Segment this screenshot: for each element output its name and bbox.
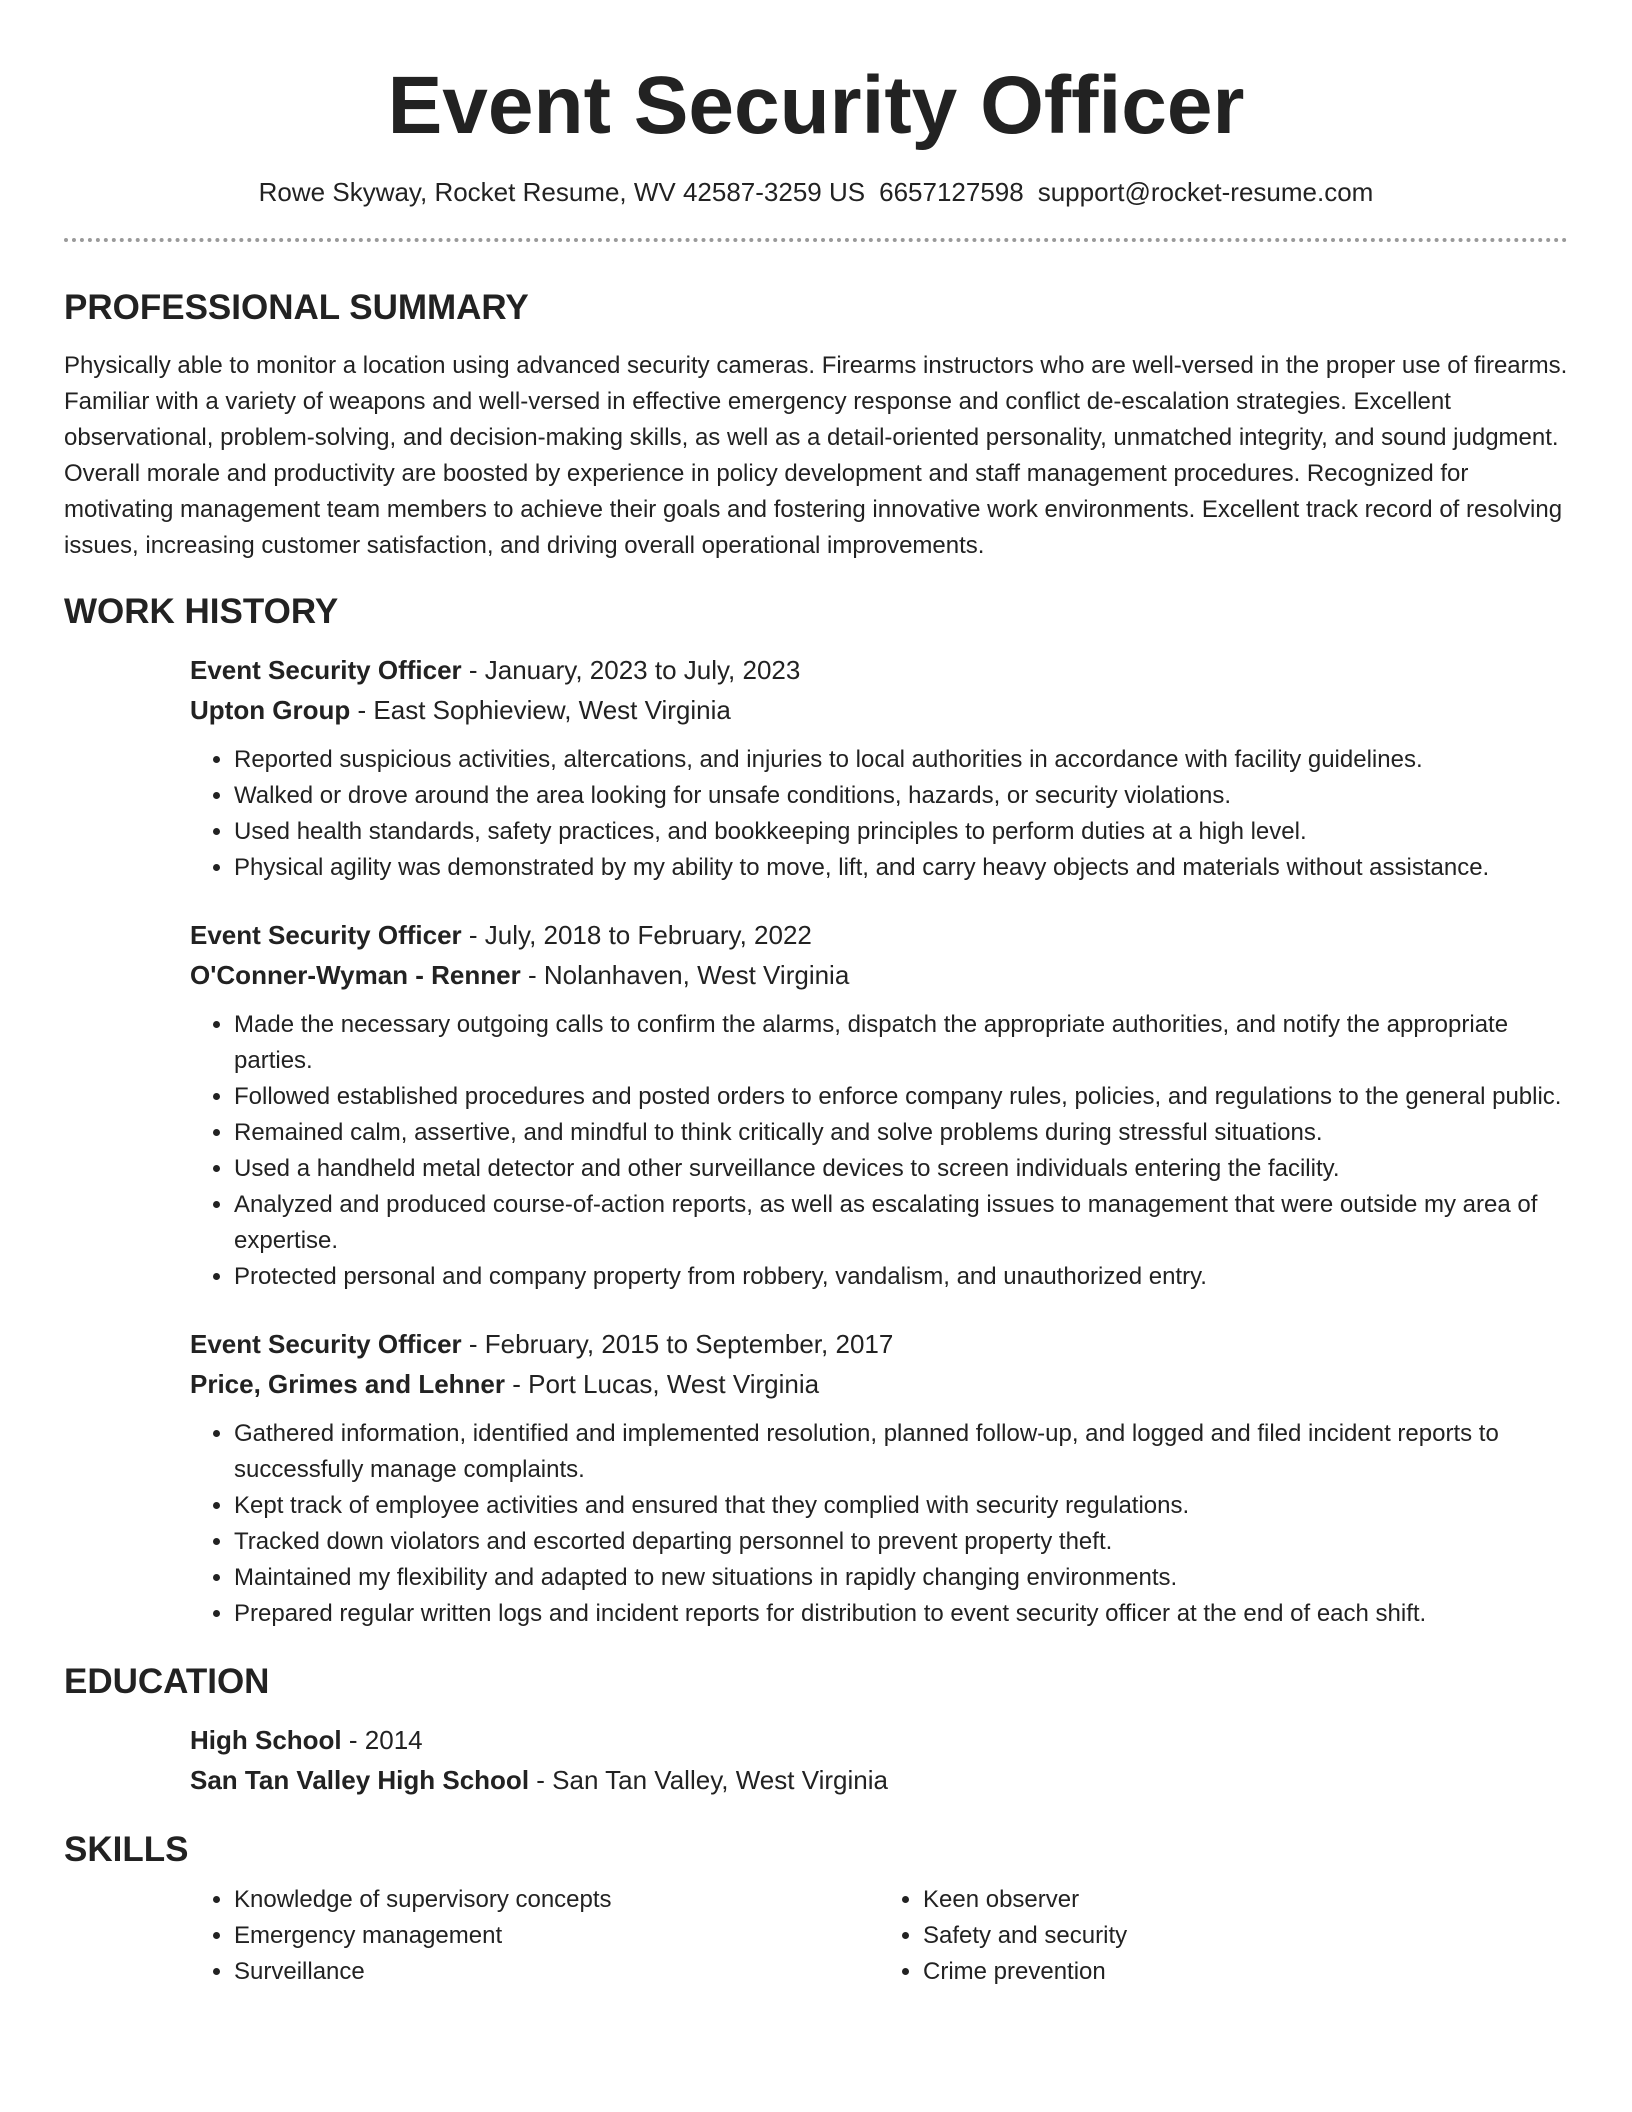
job-company: O'Conner-Wyman - Renner: [190, 960, 521, 990]
job-role: Event Security Officer: [190, 920, 462, 950]
skills-heading: SKILLS: [64, 1830, 189, 1869]
job-bullet: • Kept track of employee activities and ensured that they complied with security regulations.: [234, 1488, 1568, 1524]
contact-email: support@rocket-resume.com: [1037, 177, 1374, 207]
job-company: Upton Group: [190, 695, 351, 725]
education-school: San Tan Valley High School: [190, 1765, 530, 1795]
job-entry: [190, 1324, 1568, 1632]
job-entry: [190, 915, 1568, 1295]
job-bullet: • Analyzed and produced course-of-action reports, as well as escalating issues to management that were outside my area of expertise.: [234, 1187, 1568, 1259]
education-heading: EDUCATION: [64, 1662, 270, 1701]
education-degree-line: [190, 1720, 1568, 1760]
job-company-line: [190, 690, 1568, 730]
job-bullet: • Made the necessary outgoing calls to confirm the alarms, dispatch the appropriate authorities, and notify the appropriate parties.: [234, 1007, 1568, 1079]
skills-list: [190, 1882, 1568, 1990]
summary-heading: PROFESSIONAL SUMMARY: [64, 288, 529, 327]
job-location: - East Sophieview, West Virginia: [350, 695, 731, 725]
job-dates: - January, 2023 to July, 2023: [461, 655, 801, 685]
education-degree: High School: [190, 1725, 342, 1755]
job-entry: [190, 650, 1568, 886]
skills-column-left: [190, 1882, 879, 1990]
contact-line: [64, 176, 1568, 208]
job-company-line: [190, 955, 1568, 995]
job-bullet: • Protected personal and company property from robbery, vandalism, and unauthorized entry.: [234, 1259, 1568, 1295]
skill-item: • Emergency management: [234, 1918, 879, 1954]
job-bullet: • Gathered information, identified and implemented resolution, planned follow-up, and logged and filed incident reports to successfully manage complaints.: [234, 1416, 1568, 1488]
job-title-line: [190, 915, 1568, 955]
job-bullet: • Remained calm, assertive, and mindful to think critically and solve problems during stressful situations.: [234, 1115, 1568, 1151]
job-dates: - July, 2018 to February, 2022: [461, 920, 812, 950]
header-divider: [64, 238, 1568, 242]
education-year: - 2014: [341, 1725, 423, 1755]
contact-phone: 6657127598: [879, 177, 1024, 207]
job-bullet: • Prepared regular written logs and incident reports for distribution to event security officer at the end of each shift.: [234, 1596, 1568, 1632]
education-entry: [190, 1720, 1568, 1800]
job-title-line: [190, 650, 1568, 690]
job-bullet: • Followed established procedures and posted orders to enforce company rules, policies, and regulations to the general public.: [234, 1079, 1568, 1115]
skill-item: • Crime prevention: [923, 1954, 1568, 1990]
job-title-line: [190, 1324, 1568, 1364]
skill-item: • Knowledge of supervisory concepts: [234, 1882, 879, 1918]
skill-item: • Keen observer: [923, 1882, 1568, 1918]
job-bullet: • Reported suspicious activities, altercations, and injuries to local authorities in accordance with facility guidelines.: [234, 742, 1568, 778]
skill-item: • Surveillance: [234, 1954, 879, 1990]
job-role: Event Security Officer: [190, 1329, 462, 1359]
job-bullet: • Used health standards, safety practices, and bookkeeping principles to perform duties at a high level.: [234, 814, 1568, 850]
skill-item: • Safety and security: [923, 1918, 1568, 1954]
job-bullet: • Tracked down violators and escorted departing personnel to prevent property theft.: [234, 1524, 1568, 1560]
summary-text: Physically able to monitor a location using advanced security cameras. Firearms instructors who are well-versed in the proper use of firearms. Familiar with a variety of weapons and well-versed in effective emergency response and conflict de-escalation strategies. Excellent observational, problem-solving, and decision-making skills, as well as a detail-oriented personality, unmatched integrity, and sound judgment. Overall morale and productivity are boosted by experience in policy development and staff management procedures. Recognized for motivating management team members to achieve their goals and fostering innovative work environments. Excellent track record of resolving issues, increasing customer satisfaction, and driving overall operational improvements.: [64, 352, 1568, 559]
job-location: - Port Lucas, West Virginia: [505, 1369, 820, 1399]
work-history-heading: WORK HISTORY: [64, 592, 339, 631]
job-bullet: • Used a handheld metal detector and other surveillance devices to screen individuals entering the facility.: [234, 1151, 1568, 1187]
skills-column-right: [879, 1882, 1568, 1990]
job-bullet: • Maintained my flexibility and adapted to new situations in rapidly changing environments.: [234, 1560, 1568, 1596]
job-role: Event Security Officer: [190, 655, 462, 685]
job-location: - Nolanhaven, West Virginia: [520, 960, 850, 990]
job-bullets: [190, 742, 1568, 886]
education-location: - San Tan Valley, West Virginia: [529, 1765, 888, 1795]
job-company: Price, Grimes and Lehner: [190, 1369, 506, 1399]
resume-page: [64, 0, 1568, 1990]
resume-name: Event Security Officer: [387, 60, 1245, 151]
contact-address: Rowe Skyway, Rocket Resume, WV 42587-3259 US: [258, 177, 866, 207]
job-bullets: [190, 1007, 1568, 1295]
job-bullet: • Physical agility was demonstrated by my ability to move, lift, and carry heavy objects and materials without assistance.: [234, 850, 1568, 886]
job-company-line: [190, 1364, 1568, 1404]
job-dates: - February, 2015 to September, 2017: [461, 1329, 894, 1359]
education-school-line: [190, 1760, 1568, 1800]
job-bullet: • Walked or drove around the area looking for unsafe conditions, hazards, or security violations.: [234, 778, 1568, 814]
job-bullets: [190, 1416, 1568, 1632]
